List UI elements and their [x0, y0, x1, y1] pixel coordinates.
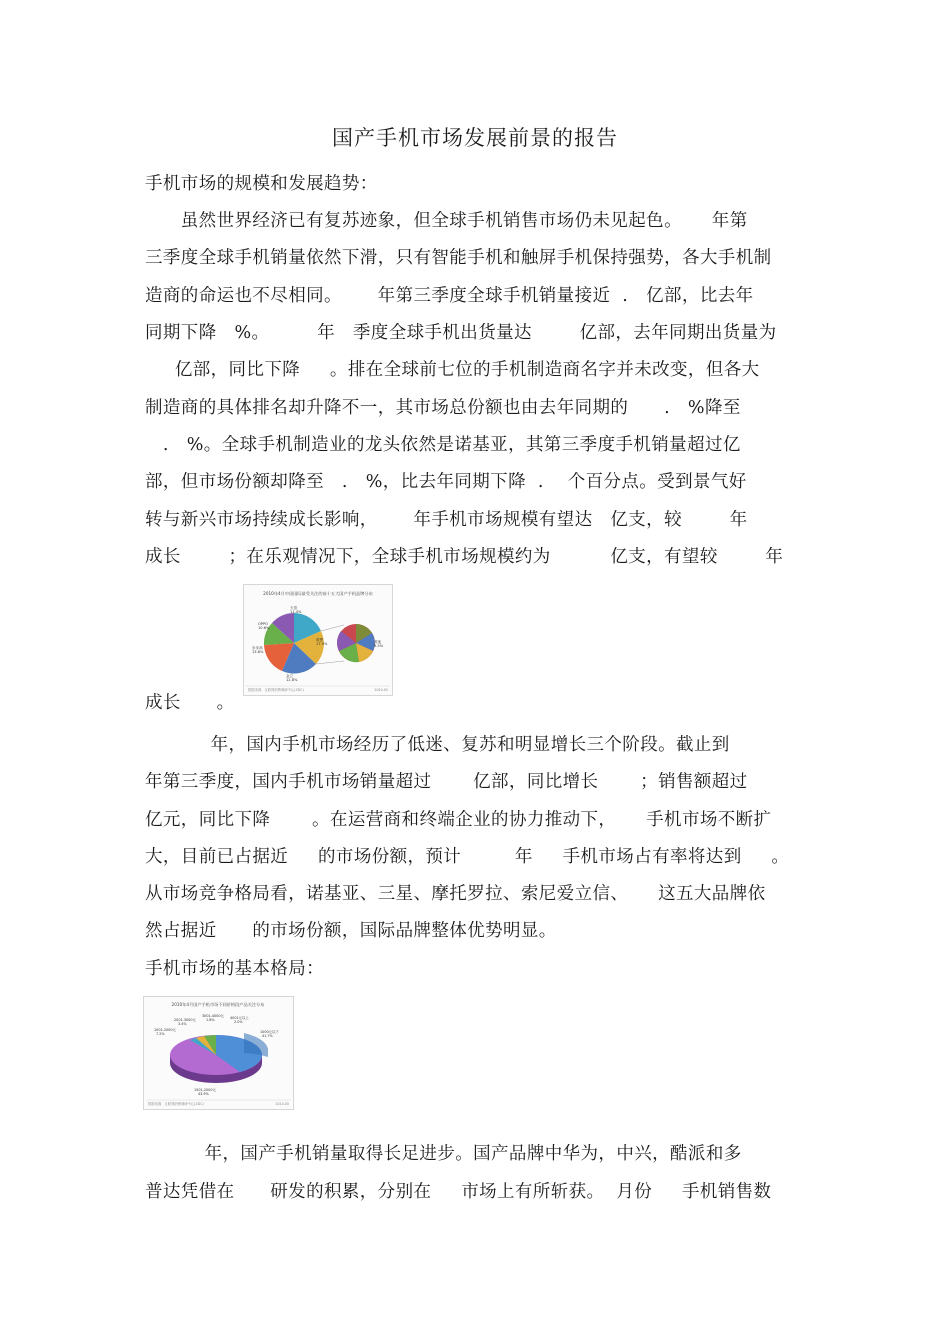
paragraph-1-line-8: 部，但市场份额却降至 . %，比去年同期下降 . 个百分点。受到景气好 [145, 472, 747, 492]
fig1-label: 其他 [374, 640, 382, 644]
fig1-label: 联想 [316, 638, 324, 642]
paragraph-3-line-2: 普达凭借在 研发的积累，分别在 市场上有所斩获。 月份 手机销售数 [145, 1182, 772, 1202]
fig2-value: 3.4% [178, 1022, 187, 1026]
fig1-value: 12.8% [286, 678, 298, 682]
figure-2-source: 数据来源：互联网消费调研中心(ZDC) [148, 1102, 204, 1106]
paragraph-1-line-2: 三季度全球手机销量依然下滑，只有智能手机和触屏手机保持强势，各大手机制 [145, 248, 772, 268]
paragraph-2-line-3: 亿元，同比下降 。在运营商和终端企业的协力推动下， 手机市场不断扩 [145, 810, 772, 830]
paragraph-1-line-10: 成长 ；在乐观情况下，全球手机市场规模约为 亿支，有望较 年 [145, 547, 784, 567]
paragraph-1-line-3: 造商的命运也不尽相同。 年第三季度全球手机销量接近 . 亿部，比去年 [145, 286, 754, 306]
fig2-value: 1.8% [206, 1018, 215, 1022]
paragraph-1-line-4: 同期下降 %。 年 季度全球手机出货量达 亿部，去年同期出货量为 [145, 323, 777, 343]
fig2-value: 41.7% [262, 1034, 273, 1038]
figure-price-segment-pie-chart [143, 996, 294, 1110]
figure-1-title: 2010年4月中国国际最受关注的前十五大国产手机品牌分布 [263, 591, 373, 596]
paragraph-1-line-6: 制造商的具体排名却升降不一，其市场总份额也由去年同期的 . %降至 [145, 398, 741, 418]
fig2-label: 4001元以上 [230, 1016, 249, 1020]
fig2-value: 7.2% [156, 1032, 165, 1036]
section-heading-market-structure: 手机市场的基本格局： [145, 959, 324, 979]
figure-1-source: 数据来源：互联网消费调研中心(ZDC) [248, 688, 304, 692]
paragraph-2-line-6: 然占据近 的市场份额，国际品牌整体优势明显。 [145, 921, 557, 941]
fig2-label: 2001-3000元 [174, 1018, 196, 1022]
fig2-value: 43.9% [198, 1092, 209, 1096]
paragraph-1-line-7: . %。全球手机制造业的龙头依然是诺基亚，其第三季度手机销量超过亿 [145, 435, 741, 455]
paragraph-2-line-5: 从市场竞争格局看，诺基亚、三星、摩托罗拉、索尼爱立信、 这五大品牌依 [145, 884, 766, 904]
paragraph-1-line-9: 转与新兴市场持续成长影响， 年手机市场规模有望达 亿支，较 年 [145, 510, 748, 530]
paragraph-2-line-2: 年第三季度，国内手机市场销量超过 亿部，同比增长 ；销售额超过 [145, 772, 748, 792]
fig1-label: 金立 [286, 674, 294, 678]
figure-1-date: 2010.05 [374, 688, 388, 692]
fig2-label: 1000元以下 [260, 1030, 279, 1034]
paragraph-1-line-1: 虽然世界经济已有复苏迹象，但全球手机销售市场仍未见起色。 年第 [145, 211, 748, 231]
fig2-label: 1001-2000元 [154, 1028, 176, 1032]
paragraph-3-line-1: 年，国产手机销量取得长足进步。国产品牌中华为，中兴，酷派和多 [145, 1144, 742, 1164]
paragraph-1-line-5: 亿部，同比下降 。排在全球前七位的手机制造商名字并未改变，但各大 [145, 360, 760, 380]
main-pie [264, 613, 324, 674]
fig2-value: 2.0% [234, 1020, 243, 1024]
section-heading-market-scale: 手机市场的规模和发展趋势： [145, 174, 378, 194]
paragraph-1-end: 成长 。 [145, 693, 235, 713]
paragraph-2-line-4: 大，目前已占据近 的市场份额，预计 年 手机市场占有率将达到 。 [145, 847, 790, 867]
fig1-value: 13.6% [252, 650, 264, 654]
fig1-value: 17.9% [316, 642, 328, 646]
figure-2-title: 2010年4月国产手机市场不同价格段产品关注分布 [171, 1002, 265, 1007]
3d-pie [170, 1033, 268, 1083]
secondary-pie [337, 624, 375, 662]
figure-2-date: 2010.05 [275, 1102, 289, 1106]
fig1-value: 10.6% [258, 626, 270, 630]
fig1-value: 9.5% [374, 644, 384, 648]
fig1-label: OPPO [258, 622, 268, 626]
fig2-label: 3001-4000元 [202, 1014, 224, 1018]
fig1-label: 步步高 [252, 646, 263, 650]
document-title: 国产手机市场发展前景的报告 [332, 126, 618, 150]
fig1-label: 天语 [290, 606, 298, 610]
paragraph-2-line-1: 年，国内手机市场经历了低迷、复苏和明显增长三个阶段。截止到 [145, 735, 730, 755]
fig2-label: 1501-2000元 [194, 1088, 216, 1092]
fig1-value: 11.4% [290, 610, 302, 614]
figure-brand-pie-chart [243, 584, 393, 696]
